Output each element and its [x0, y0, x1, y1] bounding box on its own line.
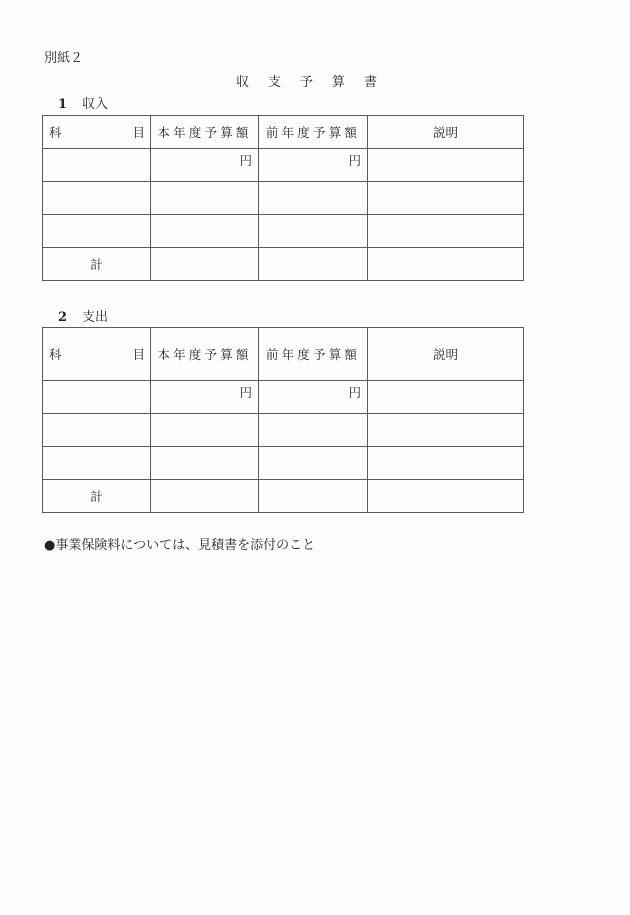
table-header-row: [43, 328, 524, 381]
current-amount-cell[interactable]: [151, 414, 259, 447]
current-amount-cell[interactable]: [151, 447, 259, 480]
table-header-row: [43, 116, 524, 149]
item-cell[interactable]: [43, 414, 151, 447]
header-current-budget: 本年度予算額: [151, 328, 259, 381]
current-amount-cell[interactable]: [151, 215, 259, 248]
description-cell[interactable]: [368, 149, 524, 182]
table-row: [43, 414, 524, 447]
header-current-budget: 本年度予算額: [151, 116, 259, 149]
item-cell[interactable]: [43, 182, 151, 215]
section-title: 支出: [82, 310, 109, 325]
header-kamoku-left: 科: [49, 125, 62, 140]
header-previous-budget: 前年度予算額: [259, 116, 368, 149]
footnote-text: 事業保険料については、見積書を添付のこと: [55, 538, 316, 553]
item-cell[interactable]: [43, 215, 151, 248]
total-current-cell[interactable]: [151, 248, 259, 281]
previous-amount-cell[interactable]: 円: [259, 149, 368, 182]
previous-amount-cell[interactable]: [259, 414, 368, 447]
previous-amount-cell[interactable]: [259, 182, 368, 215]
section-number: 1: [58, 97, 68, 112]
previous-amount-cell[interactable]: 円: [259, 381, 368, 414]
total-current-cell[interactable]: [151, 480, 259, 513]
header-kamoku-right: 目: [132, 125, 145, 140]
header-kamoku: [43, 328, 151, 381]
total-label-cell: 計: [43, 248, 151, 281]
income-budget-table: [42, 115, 524, 281]
previous-amount-cell[interactable]: [259, 447, 368, 480]
table-row: [43, 447, 524, 480]
table-row: [43, 215, 524, 248]
header-kamoku: [43, 116, 151, 149]
section-number: 2: [58, 310, 68, 325]
expense-budget-table: [42, 327, 524, 513]
item-cell[interactable]: [43, 447, 151, 480]
footnote: [44, 538, 315, 554]
current-amount-cell[interactable]: 円: [151, 149, 259, 182]
total-label-cell: 計: [43, 480, 151, 513]
item-cell[interactable]: [43, 149, 151, 182]
total-row: [43, 480, 524, 513]
current-amount-cell[interactable]: 円: [151, 381, 259, 414]
header-kamoku-left: 科: [49, 347, 62, 362]
section-title: 収入: [82, 97, 109, 112]
previous-amount-cell[interactable]: [259, 215, 368, 248]
item-cell[interactable]: [43, 381, 151, 414]
attachment-label: 別紙２: [44, 51, 84, 66]
description-cell[interactable]: [368, 182, 524, 215]
header-description: 説明: [368, 116, 524, 149]
total-description-cell[interactable]: [368, 248, 524, 281]
total-previous-cell[interactable]: [259, 480, 368, 513]
table-row: [43, 182, 524, 215]
header-description: 説明: [368, 328, 524, 381]
total-previous-cell[interactable]: [259, 248, 368, 281]
table-row: [43, 381, 524, 414]
header-kamoku-right: 目: [132, 347, 145, 362]
header-previous-budget: 前年度予算額: [259, 328, 368, 381]
description-cell[interactable]: [368, 447, 524, 480]
total-description-cell[interactable]: [368, 480, 524, 513]
current-amount-cell[interactable]: [151, 182, 259, 215]
income-section-heading: [58, 97, 108, 113]
bullet-icon: ●: [44, 538, 56, 553]
description-cell[interactable]: [368, 414, 524, 447]
table-row: [43, 149, 524, 182]
total-row: [43, 248, 524, 281]
document-title: 収支予算書: [236, 75, 397, 90]
description-cell[interactable]: [368, 215, 524, 248]
description-cell[interactable]: [368, 381, 524, 414]
expense-section-heading: [58, 310, 108, 326]
